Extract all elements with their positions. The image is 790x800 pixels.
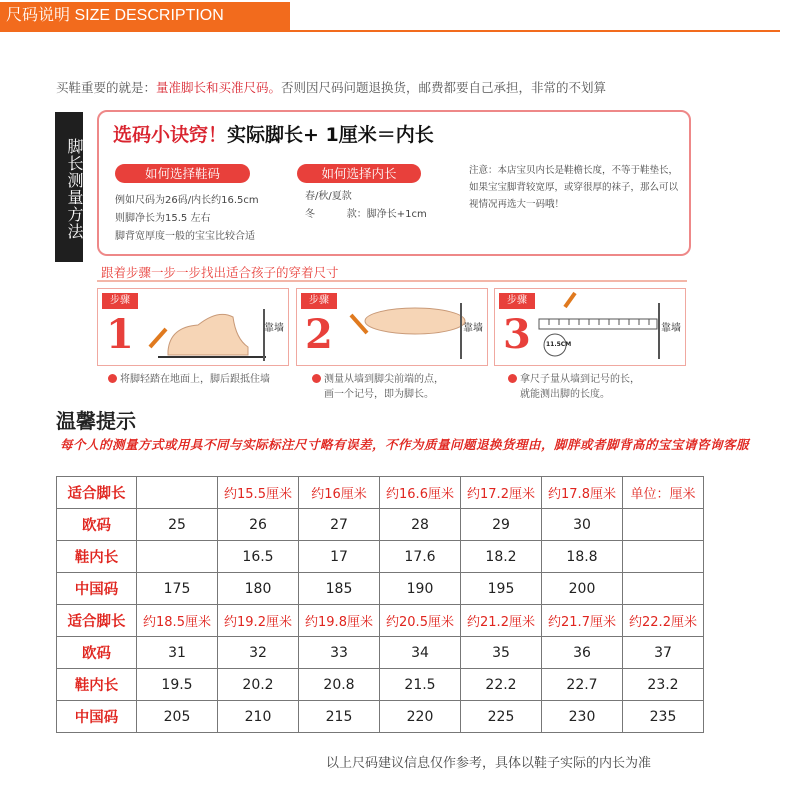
table-cell: 29 bbox=[461, 509, 542, 541]
table-cell: 约19.8厘米 bbox=[299, 605, 380, 637]
intro-suffix: 否则因尺码问题退换货，邮费都要自己承担，非常的不划算 bbox=[281, 80, 607, 95]
table-cell: 17.6 bbox=[380, 541, 461, 573]
table-cell: 26 bbox=[218, 509, 299, 541]
table-cell: 215 bbox=[299, 701, 380, 733]
formula-rule: 实际脚长+ 1厘米＝内长 bbox=[227, 124, 434, 146]
table-cell: 27 bbox=[299, 509, 380, 541]
table-cell: 16.5 bbox=[218, 541, 299, 573]
table-cell: 35 bbox=[461, 637, 542, 669]
table-cell: 190 bbox=[380, 573, 461, 605]
table-cell bbox=[623, 573, 704, 605]
step-caption-2 bbox=[312, 372, 444, 402]
table-row bbox=[57, 541, 704, 573]
table-cell: 约18.5厘米 bbox=[137, 605, 218, 637]
step-number: 3 bbox=[503, 311, 531, 358]
table-cell: 单位：厘米 bbox=[623, 477, 704, 509]
table-cell: 约17.8厘米 bbox=[542, 477, 623, 509]
shoe-size-line: 则脚净长为15.5 左右 bbox=[115, 213, 211, 224]
table-cell: 22.2 bbox=[461, 669, 542, 701]
wall-label: 靠墙 bbox=[463, 323, 483, 334]
row-label: 中国码 bbox=[57, 573, 137, 605]
bullet-icon bbox=[312, 374, 321, 383]
step-tag: 步骤 bbox=[102, 293, 138, 309]
steps-title: 跟着步骤一步一步找出适合孩子的穿着尺寸 bbox=[101, 265, 339, 280]
table-cell: 约15.5厘米 bbox=[218, 477, 299, 509]
table-row bbox=[57, 509, 704, 541]
table-cell: 22.7 bbox=[542, 669, 623, 701]
table-cell: 175 bbox=[137, 573, 218, 605]
ruler-label: 11.5CM bbox=[546, 341, 572, 348]
table-cell: 36 bbox=[542, 637, 623, 669]
table-cell: 225 bbox=[461, 701, 542, 733]
steps-divider bbox=[97, 280, 687, 282]
inner-length-line: 冬 款：脚净长+1cm bbox=[305, 209, 427, 220]
step-caption-line: 测量从墙到脚尖前端的点， bbox=[324, 374, 444, 385]
table-cell: 约16.6厘米 bbox=[380, 477, 461, 509]
step-caption-line: 将脚轻踏在地面上，脚后跟抵住墙 bbox=[120, 374, 270, 385]
header-divider bbox=[0, 30, 780, 32]
table-cell: 32 bbox=[218, 637, 299, 669]
table-cell: 235 bbox=[623, 701, 704, 733]
shoe-size-text bbox=[115, 192, 259, 246]
table-cell: 约16厘米 bbox=[299, 477, 380, 509]
table-cell: 230 bbox=[542, 701, 623, 733]
table-cell: 195 bbox=[461, 573, 542, 605]
table-cell: 185 bbox=[299, 573, 380, 605]
step-tag: 步骤 bbox=[301, 293, 337, 309]
table-cell: 210 bbox=[218, 701, 299, 733]
table-cell: 20.2 bbox=[218, 669, 299, 701]
footer-note: 以上尺码建议信息仅作参考，具体以鞋子实际的内长为准 bbox=[326, 756, 652, 771]
table-cell: 31 bbox=[137, 637, 218, 669]
wall-label: 靠墙 bbox=[264, 323, 284, 334]
table-cell: 180 bbox=[218, 573, 299, 605]
table-cell: 18.8 bbox=[542, 541, 623, 573]
size-chart-table bbox=[56, 476, 704, 733]
warm-tip-text: 每个人的测量方式或用具不同与实际标注尺寸略有误差，不作为质量问题退换货理由，脚胖或者脚背高的宝宝请咨询客服 bbox=[60, 437, 750, 452]
step-caption-1 bbox=[108, 372, 270, 387]
step-card-3 bbox=[494, 288, 686, 366]
table-cell: 约17.2厘米 bbox=[461, 477, 542, 509]
intro-text bbox=[56, 78, 606, 96]
size-formula bbox=[113, 120, 434, 147]
step-tag: 步骤 bbox=[499, 293, 535, 309]
shoe-size-line: 脚背宽厚度一般的宝宝比较合适 bbox=[115, 231, 255, 242]
formula-lead: 选码小诀窍！ bbox=[113, 124, 228, 146]
table-cell: 23.2 bbox=[623, 669, 704, 701]
intro-highlight: 量准脚长和买准尺码。 bbox=[156, 80, 282, 95]
table-cell: 约21.7厘米 bbox=[542, 605, 623, 637]
table-row bbox=[57, 701, 704, 733]
warm-tip-title: 温馨提示 bbox=[56, 409, 136, 433]
table-row bbox=[57, 669, 704, 701]
table-cell bbox=[623, 509, 704, 541]
measure-method-label: 脚长测量方法 bbox=[55, 112, 83, 262]
shoe-size-line: 例如尺码为26码/内长约16.5cm bbox=[115, 195, 259, 206]
shoe-size-pill: 如何选择鞋码 bbox=[115, 164, 250, 183]
row-label: 鞋内长 bbox=[57, 669, 137, 701]
table-cell: 19.5 bbox=[137, 669, 218, 701]
table-cell: 205 bbox=[137, 701, 218, 733]
tips-panel bbox=[97, 110, 691, 256]
table-cell bbox=[137, 541, 218, 573]
store-note: 注意：本店宝贝内长是鞋檐长度，不等于鞋垫长，如果宝宝脚背较宽厚，或穿很厚的袜子，那么可以视情况再选大一码哦！ bbox=[469, 165, 679, 210]
step-number: 2 bbox=[305, 311, 333, 358]
step-card-2 bbox=[296, 288, 488, 366]
row-label: 鞋内长 bbox=[57, 541, 137, 573]
bullet-icon bbox=[108, 374, 117, 383]
table-row bbox=[57, 637, 704, 669]
table-cell: 21.5 bbox=[380, 669, 461, 701]
table-cell bbox=[137, 477, 218, 509]
row-label: 中国码 bbox=[57, 701, 137, 733]
step-caption-line: 画一个记号，即为脚长。 bbox=[324, 389, 434, 400]
inner-length-text bbox=[305, 188, 427, 224]
row-label: 适合脚长 bbox=[57, 605, 137, 637]
step-card-1 bbox=[97, 288, 289, 366]
inner-length-line: 春/秋/夏款 bbox=[305, 191, 352, 202]
table-row bbox=[57, 477, 704, 509]
bullet-icon bbox=[508, 374, 517, 383]
inner-length-pill: 如何选择内长 bbox=[297, 164, 421, 183]
table-cell: 约22.2厘米 bbox=[623, 605, 704, 637]
table-row bbox=[57, 573, 704, 605]
row-label: 欧码 bbox=[57, 637, 137, 669]
section-header bbox=[0, 0, 790, 32]
table-cell: 17 bbox=[299, 541, 380, 573]
table-cell: 220 bbox=[380, 701, 461, 733]
table-cell: 约20.5厘米 bbox=[380, 605, 461, 637]
step-caption-line: 就能测出脚的长度。 bbox=[520, 389, 610, 400]
table-cell: 34 bbox=[380, 637, 461, 669]
table-cell: 约19.2厘米 bbox=[218, 605, 299, 637]
table-cell: 33 bbox=[299, 637, 380, 669]
table-row bbox=[57, 605, 704, 637]
table-cell: 20.8 bbox=[299, 669, 380, 701]
row-label: 适合脚长 bbox=[57, 477, 137, 509]
step-caption-3 bbox=[508, 372, 640, 402]
section-title: 尺码说明 SIZE DESCRIPTION bbox=[0, 2, 290, 30]
wall-label: 靠墙 bbox=[661, 323, 681, 334]
step-caption-line: 拿尺子量从墙到记号的长， bbox=[520, 374, 640, 385]
table-cell: 28 bbox=[380, 509, 461, 541]
row-label: 欧码 bbox=[57, 509, 137, 541]
table-cell: 200 bbox=[542, 573, 623, 605]
table-cell: 25 bbox=[137, 509, 218, 541]
table-cell bbox=[623, 541, 704, 573]
table-cell: 37 bbox=[623, 637, 704, 669]
table-cell: 约21.2厘米 bbox=[461, 605, 542, 637]
intro-prefix: 买鞋重要的就是： bbox=[56, 80, 157, 95]
step-number: 1 bbox=[106, 311, 134, 358]
table-cell: 30 bbox=[542, 509, 623, 541]
table-cell: 18.2 bbox=[461, 541, 542, 573]
